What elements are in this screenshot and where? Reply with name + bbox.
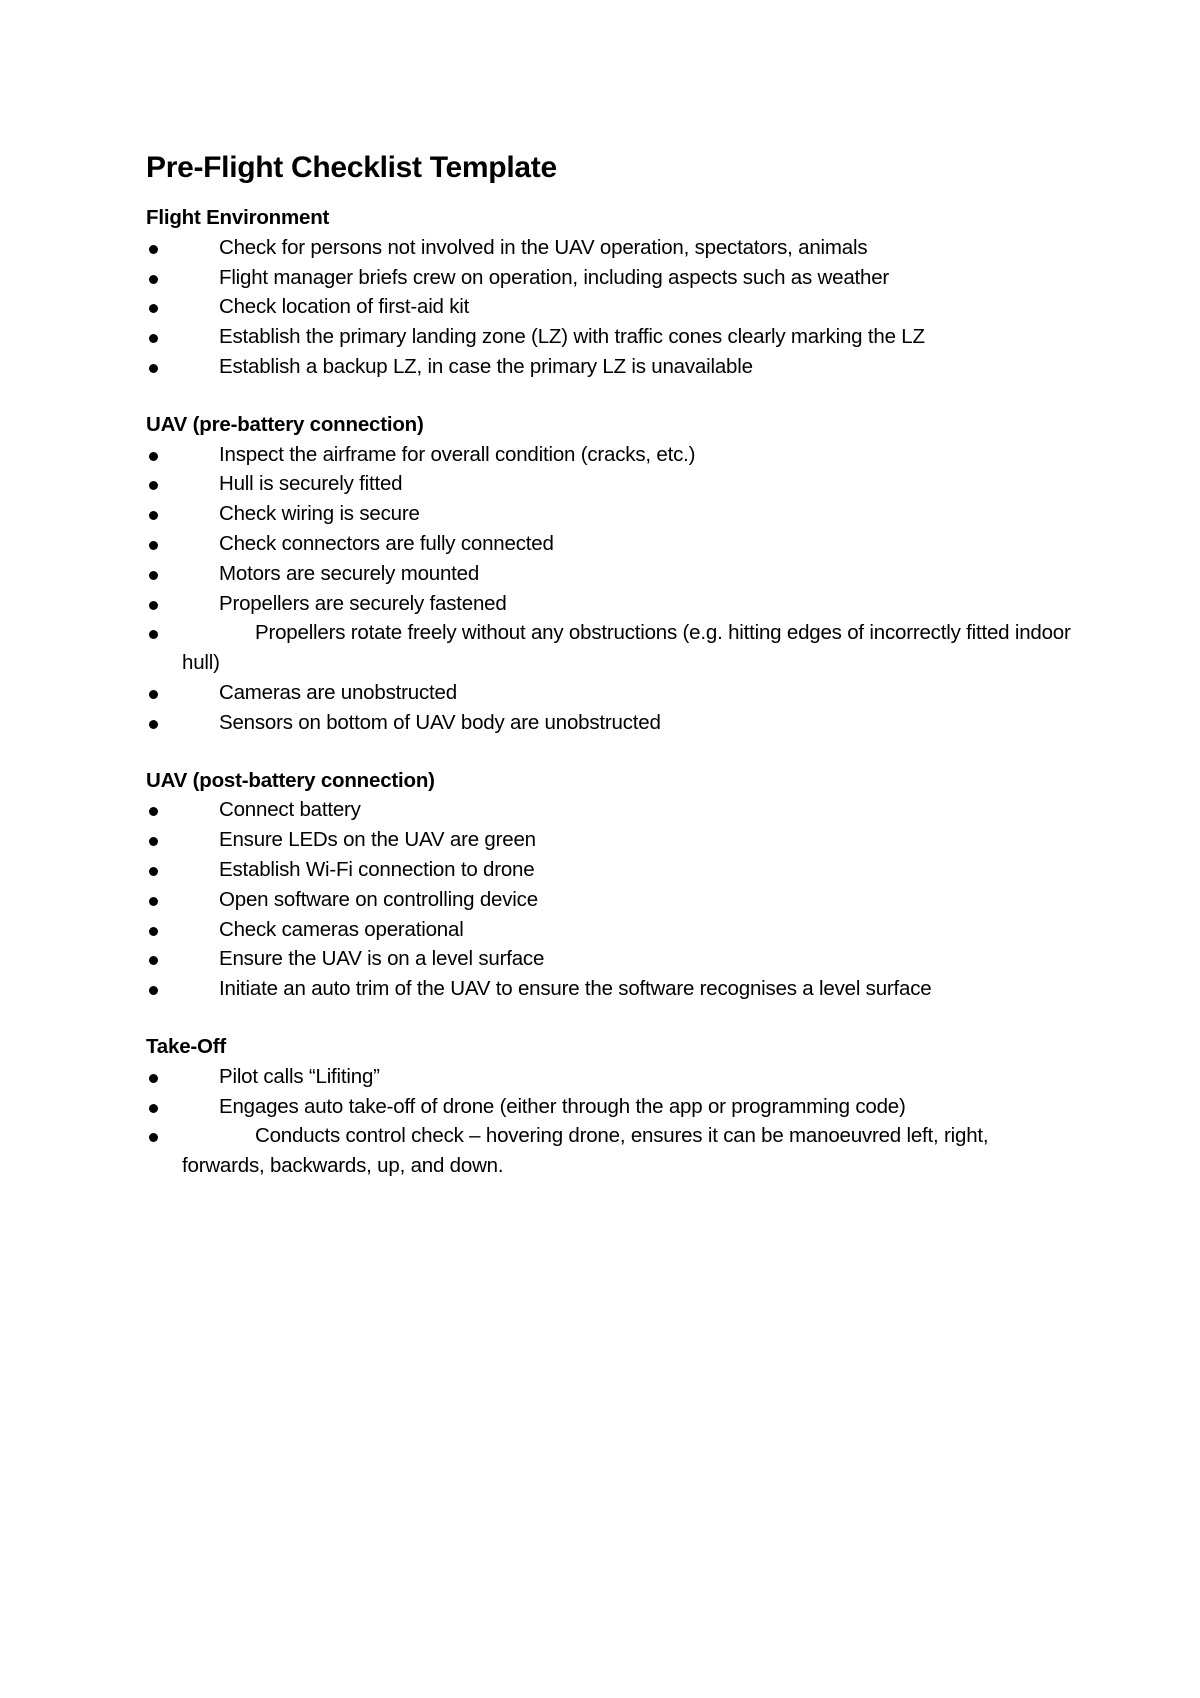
- checklist-item: Check connectors are fully connected: [146, 529, 1076, 559]
- checklist-item: Connect battery: [146, 795, 1076, 825]
- checklist-item: Initiate an auto trim of the UAV to ensure the software recognises a level surface: [146, 974, 1076, 1004]
- checklist-item: Flight manager briefs crew on operation, including aspects such as weather: [146, 263, 1076, 293]
- checklist-item: Cameras are unobstructed: [146, 678, 1076, 708]
- section-uav-post-battery: [146, 766, 1076, 1004]
- bullet-icon: [149, 571, 158, 580]
- bullet-icon: [149, 720, 158, 729]
- section-heading: Flight Environment: [146, 206, 330, 229]
- checklist-item: Check cameras operational: [146, 915, 1076, 945]
- checklist-item: Establish the primary landing zone (LZ) with traffic cones clearly marking the LZ: [146, 322, 1076, 352]
- bullet-icon: [149, 630, 158, 639]
- checklist-item: Inspect the airframe for overall condition (cracks, etc.): [146, 440, 1076, 470]
- checklist-item: Pilot calls “Lifiting”: [146, 1062, 1076, 1092]
- bullet-icon: [149, 511, 158, 520]
- section-flight-environment: [146, 203, 1076, 382]
- checklist-item: Engages auto take-off of drone (either through the app or programming code): [146, 1092, 1076, 1122]
- checklist: [146, 233, 1076, 382]
- checklist-item: Check for persons not involved in the UAV operation, spectators, animals: [146, 233, 1076, 263]
- bullet-icon: [149, 275, 158, 284]
- bullet-icon: [149, 541, 158, 550]
- bullet-icon: [149, 986, 158, 995]
- checklist-item: Open software on controlling device: [146, 885, 1076, 915]
- document-title: Pre-Flight Checklist Template: [146, 151, 557, 184]
- checklist-item: Establish a backup LZ, in case the primary LZ is unavailable: [146, 352, 1076, 382]
- bullet-icon: [149, 897, 158, 906]
- bullet-icon: [149, 807, 158, 816]
- checklist-item: Check wiring is secure: [146, 499, 1076, 529]
- checklist-item: Conducts control check – hovering drone, ensures it can be manoeuvred left, right, forwards, backwards, up, and down.: [182, 1121, 1076, 1181]
- checklist-item: Check location of first-aid kit: [146, 292, 1076, 322]
- checklist: [146, 440, 1076, 738]
- bullet-icon: [149, 452, 158, 461]
- section-uav-pre-battery: [146, 410, 1076, 738]
- bullet-icon: [149, 1133, 158, 1142]
- bullet-icon: [149, 690, 158, 699]
- bullet-icon: [149, 927, 158, 936]
- bullet-icon: [149, 481, 158, 490]
- bullet-icon: [149, 304, 158, 313]
- bullet-icon: [149, 1104, 158, 1113]
- bullet-icon: [149, 867, 158, 876]
- checklist: [146, 1062, 1076, 1181]
- checklist-item: Ensure LEDs on the UAV are green: [146, 825, 1076, 855]
- bullet-icon: [149, 364, 158, 373]
- section-heading: UAV (pre-battery connection): [146, 412, 424, 436]
- bullet-icon: [149, 334, 158, 343]
- checklist-item: Ensure the UAV is on a level surface: [146, 944, 1076, 974]
- document-content: [146, 145, 1076, 1209]
- section-take-off: [146, 1032, 1076, 1181]
- checklist-item: Propellers are securely fastened: [146, 589, 1076, 619]
- section-heading: UAV (post-battery connection): [146, 768, 435, 792]
- bullet-icon: [149, 601, 158, 610]
- checklist-item: Sensors on bottom of UAV body are unobstructed: [146, 708, 1076, 738]
- bullet-icon: [149, 956, 158, 965]
- checklist-item: Motors are securely mounted: [146, 559, 1076, 589]
- checklist: [146, 795, 1076, 1004]
- checklist-item: Hull is securely fitted: [146, 469, 1076, 499]
- checklist-item: Propellers rotate freely without any obstructions (e.g. hitting edges of incorrectly fitted indoor hull): [182, 618, 1076, 678]
- bullet-icon: [149, 837, 158, 846]
- bullet-icon: [149, 1074, 158, 1083]
- bullet-icon: [149, 245, 158, 254]
- section-heading: Take-Off: [146, 1034, 227, 1058]
- checklist-item: Establish Wi-Fi connection to drone: [146, 855, 1076, 885]
